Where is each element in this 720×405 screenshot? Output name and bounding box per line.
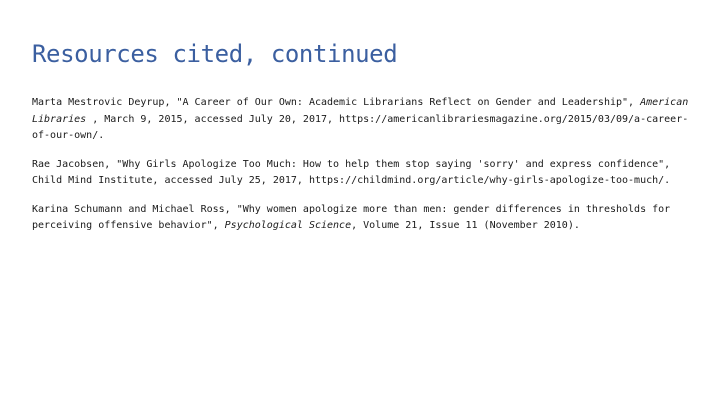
slide-title: Resources cited, continued — [32, 40, 398, 68]
reference-list — [32, 95, 692, 247]
reference-publication: American Libraries — [32, 97, 689, 125]
reference-details: , March 9, 2015, accessed July 20, 2017, https://americanlibrariesmagazine.org/2015/03/09/a-career-of-our-own/. — [32, 113, 689, 141]
reference-item — [32, 157, 692, 190]
reference-text: Marta Mestrovic Deyrup, "A Career of Our Own: Academic Librarians Reflect on Gender and Leadership", — [32, 97, 641, 108]
reference-publication: Psychological Science — [224, 220, 352, 231]
reference-text: Rae Jacobsen, "Why Girls Apologize Too Much: How to help them stop saying 'sorry' and express confidence", Child Mind Institute, accessed July 25, 2017, https://childmind.org/article/why-girls-apologize-too-much/. — [32, 158, 671, 186]
reference-details: , Volume 21, Issue 11 (November 2010). — [351, 220, 580, 231]
reference-item — [32, 202, 692, 235]
reference-item — [32, 95, 692, 145]
reference-text: Karina Schumann and Michael Ross, "Why women apologize more than men: gender differences in thresholds for perceiving offensive behavior", — [32, 203, 671, 231]
